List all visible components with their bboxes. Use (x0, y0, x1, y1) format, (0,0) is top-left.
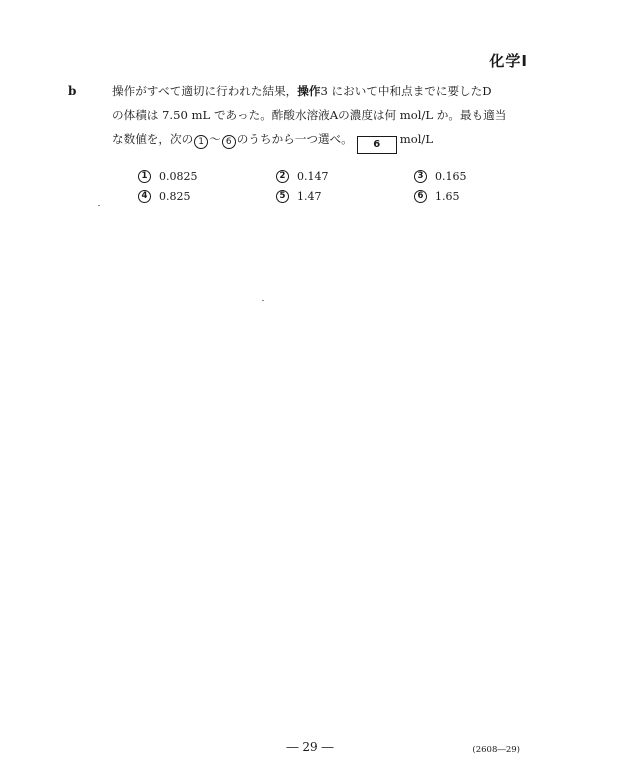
range-end-circle: 6 (222, 135, 236, 149)
question-text-3a: な数値を，次の (112, 132, 194, 146)
question-label: b (68, 84, 77, 98)
question-text-3b: のうちから一つ選べ。 (236, 132, 353, 146)
choice-5-number: 5 (276, 190, 289, 203)
question-text-1a: 操作がすべて適切に行われた結果， (112, 84, 298, 98)
choice-2-number: 2 (276, 170, 289, 183)
choice-3-number: 3 (414, 170, 427, 183)
choice-6-number: 6 (414, 190, 427, 203)
scan-speck (262, 300, 264, 301)
choice-5-value: 1.47 (297, 190, 322, 203)
choice-1 (138, 170, 276, 183)
document-code: (2608―29) (472, 745, 520, 755)
choice-2-value: 0.147 (297, 170, 329, 183)
choice-5 (276, 190, 414, 203)
choice-4 (138, 190, 276, 203)
range-start-circle: 1 (194, 135, 208, 149)
range-separator: ～ (209, 132, 221, 146)
question-line-3 (112, 127, 532, 154)
choice-1-value: 0.0825 (159, 170, 198, 183)
choice-2 (276, 170, 414, 183)
choice-4-number: 4 (138, 190, 151, 203)
answer-box: 6 (357, 136, 397, 154)
choice-4-value: 0.825 (159, 190, 191, 203)
question-b (68, 79, 532, 154)
answer-unit: mol/L (399, 132, 434, 146)
subject-title: 化学Ⅰ (489, 52, 528, 70)
question-line-2: の体積は 7.50 mL であった。酢酸水溶液Aの濃度は何 mol/L か。最も適当 (112, 108, 507, 122)
choice-3-value: 0.165 (435, 170, 467, 183)
question-line-1 (112, 79, 532, 103)
operation-term: 操作 (297, 84, 321, 98)
choice-1-number: 1 (138, 170, 151, 183)
choice-6 (414, 190, 514, 203)
choice-6-value: 1.65 (435, 190, 460, 203)
answer-choices (138, 170, 498, 203)
question-text-1b: 3 において中和点までに要したD (320, 84, 492, 98)
choice-3 (414, 170, 514, 183)
page-number: ― 29 ― (286, 740, 334, 754)
scan-speck (98, 205, 100, 206)
